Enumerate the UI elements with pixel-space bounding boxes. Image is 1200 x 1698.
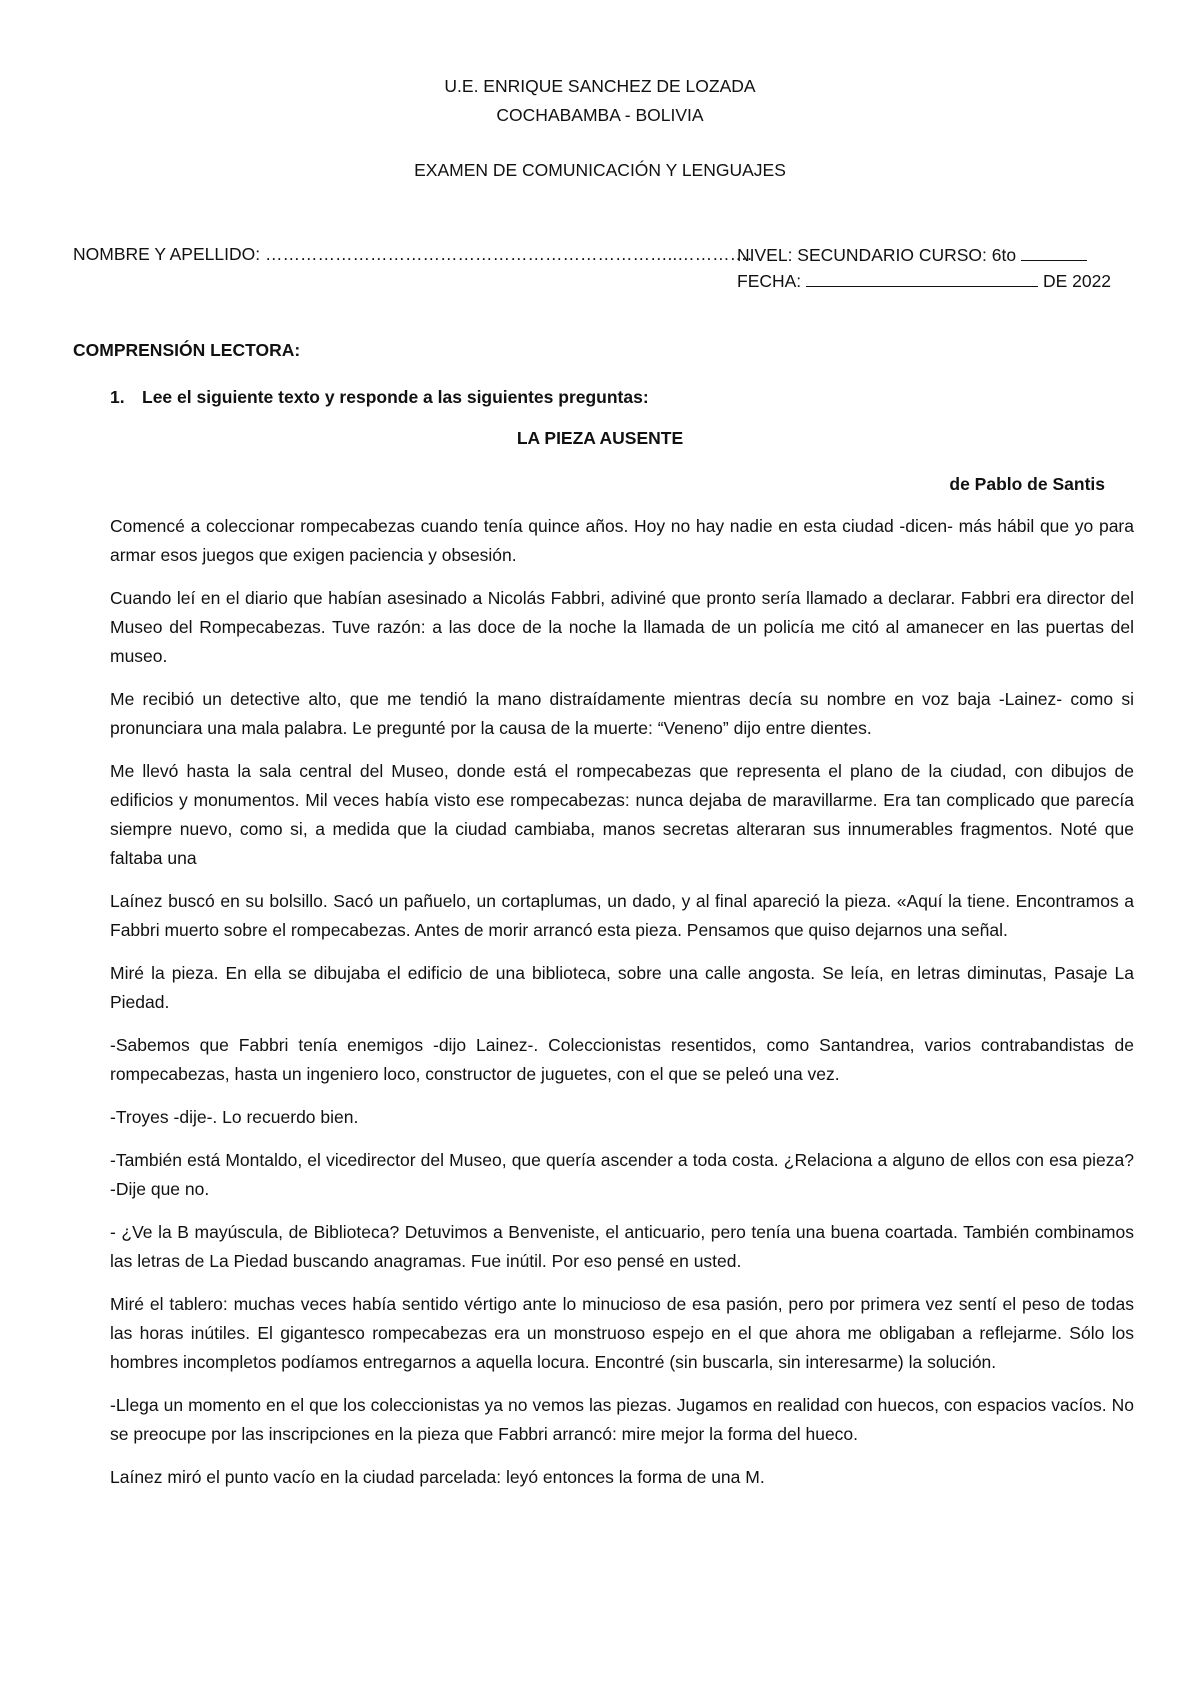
story-paragraph: -Sabemos que Fabbri tenía enemigos -dijo Lainez-. Coleccionistas resentidos, como Santandrea, varios contrabandistas de rompecabezas, hasta un ingeniero loco, constructor de juguetes, con el que se peleó una vez. — [110, 1035, 1134, 1084]
question-text: Lee el siguiente texto y responde a las siguientes preguntas: — [142, 387, 649, 407]
story-body — [110, 512, 1134, 1506]
story-paragraph: -Troyes -dije-. Lo recuerdo bien. — [110, 1107, 359, 1127]
story-title: LA PIEZA AUSENTE — [516, 428, 684, 448]
story-paragraph: Miré la pieza. En ella se dibujaba el edificio de una biblioteca, sobre una calle angosta. Se leía, en letras diminutas, Pasaje La Piedad. — [110, 963, 1134, 1012]
story-paragraph: Cuando leí en el diario que habían asesinado a Nicolás Fabbri, adiviné que pronto sería llamado a declarar. Fabbri era director del Museo del Rompecabezas. Tuve razón: a las doce de la noche la llamada de un policía me citó al amanecer en las puertas del museo. — [110, 588, 1134, 666]
level-course-line — [737, 244, 1087, 266]
name-field[interactable] — [73, 244, 752, 265]
question-number: 1. — [110, 387, 125, 407]
school-location: COCHABAMBA - BOLIVIA — [496, 105, 704, 125]
name-dotted-line: ……………………………………………………………..…………. — [264, 244, 753, 264]
level-course-label: NIVEL: SECUNDARIO CURSO: 6to — [737, 245, 1017, 265]
story-paragraph: Me recibió un detective alto, que me tendió la mano distraídamente mientras decía su nombre en voz baja -Lainez- como si pronunciara una mala palabra. Le pregunté por la causa de la muerte: “Veneno” dijo entre dientes. — [110, 689, 1134, 738]
story-author: de Pablo de Santis — [949, 474, 1105, 494]
date-label: FECHA: — [737, 271, 802, 291]
story-paragraph: Comencé a coleccionar rompecabezas cuando tenía quince años. Hoy no hay nadie en esta ciudad -dicen- más hábil que yo para armar esos juegos que exigen paciencia y obsesión. — [110, 516, 1134, 565]
section-title: COMPRENSIÓN LECTORA: — [73, 340, 301, 360]
story-paragraph: Laínez buscó en su bolsillo. Sacó un pañuelo, un cortaplumas, un dado, y al final apareció la pieza. «Aquí la tiene. Encontramos a Fabbri muerto sobre el rompecabezas. Antes de morir arrancó esta pieza. Pensamos que quiso dejarnos una señal. — [110, 891, 1134, 940]
story-paragraph: - ¿Ve la B mayúscula, de Biblioteca? Detuvimos a Benveniste, el anticuario, pero tenía una buena coartada. También combinamos las letras de La Piedad buscando anagramas. Fue inútil. Por eso pensé en usted. — [110, 1222, 1134, 1271]
date-year: DE 2022 — [1042, 271, 1112, 291]
story-paragraph: Me llevó hasta la sala central del Museo, donde está el rompecabezas que representa el plano de la ciudad, con dibujos de edificios y monumentos. Mil veces había visto ese rompecabezas: nunca dejaba de maravillarme. Era tan complicado que parecía siempre nuevo, como si, a medida que la ciudad cambiaba, manos secretas alteraran sus innumerables fragmentos. Noté que faltaba una — [110, 761, 1134, 868]
exam-title: EXAMEN DE COMUNICACIÓN Y LENGUAJES — [414, 160, 786, 180]
course-blank[interactable] — [1021, 244, 1087, 261]
school-name: U.E. ENRIQUE SANCHEZ DE LOZADA — [444, 76, 756, 96]
story-paragraph: -Llega un momento en el que los coleccionistas ya no vemos las piezas. Jugamos en realidad con huecos, con espacios vacíos. No se preocupe por las inscripciones en la pieza que Fabbri arrancó: mire mejor la forma del hueco. — [110, 1395, 1134, 1444]
name-label: NOMBRE Y APELLIDO: — [73, 244, 261, 264]
date-line — [737, 270, 1111, 292]
date-blank[interactable] — [806, 270, 1038, 287]
question-1 — [110, 387, 649, 408]
story-paragraph: Laínez miró el punto vacío en la ciudad parcelada: leyó entonces la forma de una M. — [110, 1467, 765, 1487]
story-paragraph: Miré el tablero: muchas veces había sentido vértigo ante lo minucioso de esa pasión, pero por primera vez sentí el peso de todas las horas inútiles. El gigantesco rompecabezas era un monstruoso espejo en el que ahora me obligaban a reflejarme. Sólo los hombres incompletos podíamos entregarnos a aquella locura. Encontré (sin buscarla, sin interesarme) la solución. — [110, 1294, 1134, 1372]
story-paragraph: -También está Montaldo, el vicedirector del Museo, que quería ascender a toda costa. ¿Relaciona a alguno de ellos con esa pieza? -Dije que no. — [110, 1150, 1134, 1199]
